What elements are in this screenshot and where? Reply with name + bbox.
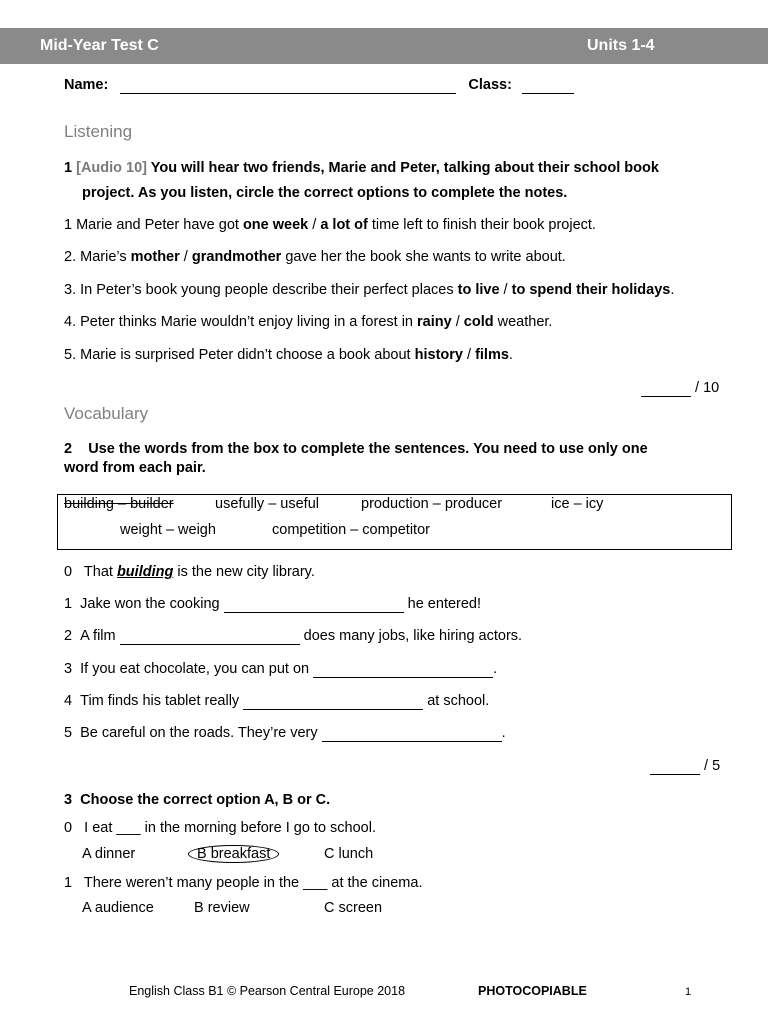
- item-number: 4: [64, 693, 73, 709]
- option-separator: /: [308, 217, 321, 233]
- instruction-text: You will hear two friends, Marie and Peter, talking about their school book: [150, 160, 659, 176]
- option-a[interactable]: rainy: [417, 314, 452, 330]
- word-pair: competition – competitor: [272, 522, 430, 538]
- item-number: 1: [64, 875, 73, 891]
- option-separator: /: [462, 347, 476, 363]
- mc-option-c[interactable]: C lunch: [324, 846, 374, 862]
- item-text: in the morning before I go to school.: [140, 820, 376, 836]
- option-b[interactable]: a lot of: [320, 217, 368, 233]
- item-text: does many jobs, like hiring actors.: [299, 628, 523, 644]
- score-vocabulary: [650, 758, 720, 775]
- score-total: / 5: [704, 758, 721, 774]
- mc-option-b[interactable]: B review: [194, 900, 250, 916]
- option-a[interactable]: history: [414, 347, 463, 363]
- selected-option[interactable]: B breakfast: [188, 845, 279, 863]
- class-field[interactable]: [522, 77, 574, 94]
- word-pair: building – builder: [64, 496, 174, 512]
- answer-blank[interactable]: [224, 596, 404, 613]
- item-number: 1: [64, 596, 73, 612]
- header-bar: [0, 28, 768, 64]
- task-2-instruction-cont: word from each pair.: [64, 460, 206, 476]
- task-number: 2: [64, 441, 73, 457]
- answer-blank: ___: [303, 875, 328, 891]
- instruction-text: Use the words from the box to complete the sentences. You need to use only one: [88, 441, 648, 457]
- mc-option-a[interactable]: A audience: [82, 900, 154, 916]
- item-number: 0: [64, 564, 73, 580]
- task-1-instruction: [64, 160, 659, 176]
- word-pair: usefully – useful: [215, 496, 319, 512]
- copyright-text: English Class B1 © Pearson Central Europe 2018: [129, 984, 406, 998]
- gap-fill-item: [64, 596, 481, 613]
- option-b[interactable]: grandmother: [191, 249, 282, 265]
- option-separator: /: [499, 282, 512, 298]
- item-text: I eat: [84, 820, 117, 836]
- item-text: .: [670, 282, 675, 298]
- word-pair: ice – icy: [551, 496, 604, 512]
- student-info-row: [64, 77, 574, 94]
- mc-question: [64, 875, 422, 891]
- gap-fill-item: [64, 725, 506, 742]
- listening-item: [64, 347, 513, 363]
- name-label: Name:: [64, 77, 109, 93]
- gap-fill-item: [64, 693, 489, 710]
- example-answer: building: [116, 564, 174, 580]
- units-label: Units 1-4: [587, 37, 655, 54]
- item-text: If you eat chocolate, you can put on: [80, 661, 314, 677]
- item-text: A film: [80, 628, 120, 644]
- instruction-text: Choose the correct option A, B or C.: [80, 792, 331, 808]
- gap-fill-item: [64, 661, 497, 678]
- top-margin: [0, 0, 768, 28]
- answer-blank: ___: [116, 820, 141, 836]
- section-heading-vocabulary: Vocabulary: [64, 404, 149, 423]
- item-text: That: [83, 564, 117, 580]
- item-text: Be careful on the roads. They’re very: [80, 725, 322, 741]
- score-field[interactable]: [650, 758, 700, 775]
- score-field[interactable]: [641, 380, 691, 397]
- option-separator: /: [179, 249, 192, 265]
- item-number: 3: [64, 661, 73, 677]
- score-total: / 10: [695, 380, 720, 396]
- task-number: 3: [64, 792, 73, 808]
- mc-question: [64, 820, 376, 836]
- word-pair: weight – weigh: [120, 522, 216, 538]
- section-heading-listening: Listening: [64, 122, 133, 141]
- mc-option-c[interactable]: C screen: [324, 900, 383, 916]
- listening-item: [64, 282, 674, 298]
- option-a[interactable]: mother: [130, 249, 180, 265]
- item-text: Jake won the cooking: [80, 596, 224, 612]
- option-b[interactable]: films: [475, 347, 509, 363]
- gap-fill-item: [64, 628, 522, 645]
- task-1-instruction-cont: project. As you listen, circle the correct options to complete the notes.: [82, 185, 568, 201]
- listening-item: [64, 249, 566, 265]
- item-text: 5. Marie is surprised Peter didn’t choose a book about: [64, 347, 415, 363]
- item-text: There weren’t many people in the: [83, 875, 304, 891]
- option-a[interactable]: one week: [242, 217, 309, 233]
- answer-blank[interactable]: [120, 628, 300, 645]
- example-sentence: [64, 564, 315, 580]
- item-text: .: [508, 347, 513, 363]
- audio-reference: [Audio 10]: [76, 160, 147, 176]
- item-number: 5: [64, 725, 73, 741]
- item-text: weather.: [493, 314, 553, 330]
- item-number: 0: [64, 820, 73, 836]
- word-pair: production – producer: [361, 496, 503, 512]
- score-listening: [641, 380, 719, 397]
- task-number: 1: [64, 160, 73, 176]
- item-text: is the new city library.: [177, 564, 315, 580]
- item-text: .: [493, 661, 498, 677]
- item-text: at the cinema.: [327, 875, 423, 891]
- item-text: 3. In Peter’s book young people describe their perfect places: [64, 282, 458, 298]
- class-label: Class:: [468, 77, 512, 93]
- mc-option-a[interactable]: A dinner: [82, 846, 136, 862]
- item-text: gave her the book she wants to write about.: [281, 249, 566, 265]
- option-b[interactable]: cold: [463, 314, 494, 330]
- option-a[interactable]: to live: [457, 282, 500, 298]
- answer-blank[interactable]: [313, 661, 493, 678]
- task-2-instruction: [64, 441, 648, 457]
- option-b[interactable]: to spend their holidays: [511, 282, 671, 298]
- item-text: Tim finds his tablet really: [80, 693, 244, 709]
- photocopiable-label: PHOTOCOPIABLE: [478, 984, 587, 998]
- item-text: 4. Peter thinks Marie wouldn’t enjoy living in a forest in: [64, 314, 418, 330]
- item-text: time left to finish their book project.: [367, 217, 596, 233]
- page-number: 1: [685, 986, 692, 998]
- test-title: Mid-Year Test C: [40, 37, 159, 54]
- answer-blank[interactable]: [322, 725, 502, 742]
- item-text: he entered!: [403, 596, 482, 612]
- item-text: 2. Marie’s: [64, 249, 131, 265]
- option-separator: /: [451, 314, 464, 330]
- task-3-instruction: [64, 792, 330, 808]
- listening-item: [64, 314, 552, 330]
- item-text: .: [501, 725, 506, 741]
- answer-blank[interactable]: [243, 693, 423, 710]
- item-text: at school.: [423, 693, 490, 709]
- mc-option-b[interactable]: [196, 845, 279, 863]
- item-text: 1 Marie and Peter have got: [64, 217, 243, 233]
- item-number: 2: [64, 628, 73, 644]
- name-field[interactable]: [120, 77, 456, 94]
- listening-item: [64, 217, 596, 233]
